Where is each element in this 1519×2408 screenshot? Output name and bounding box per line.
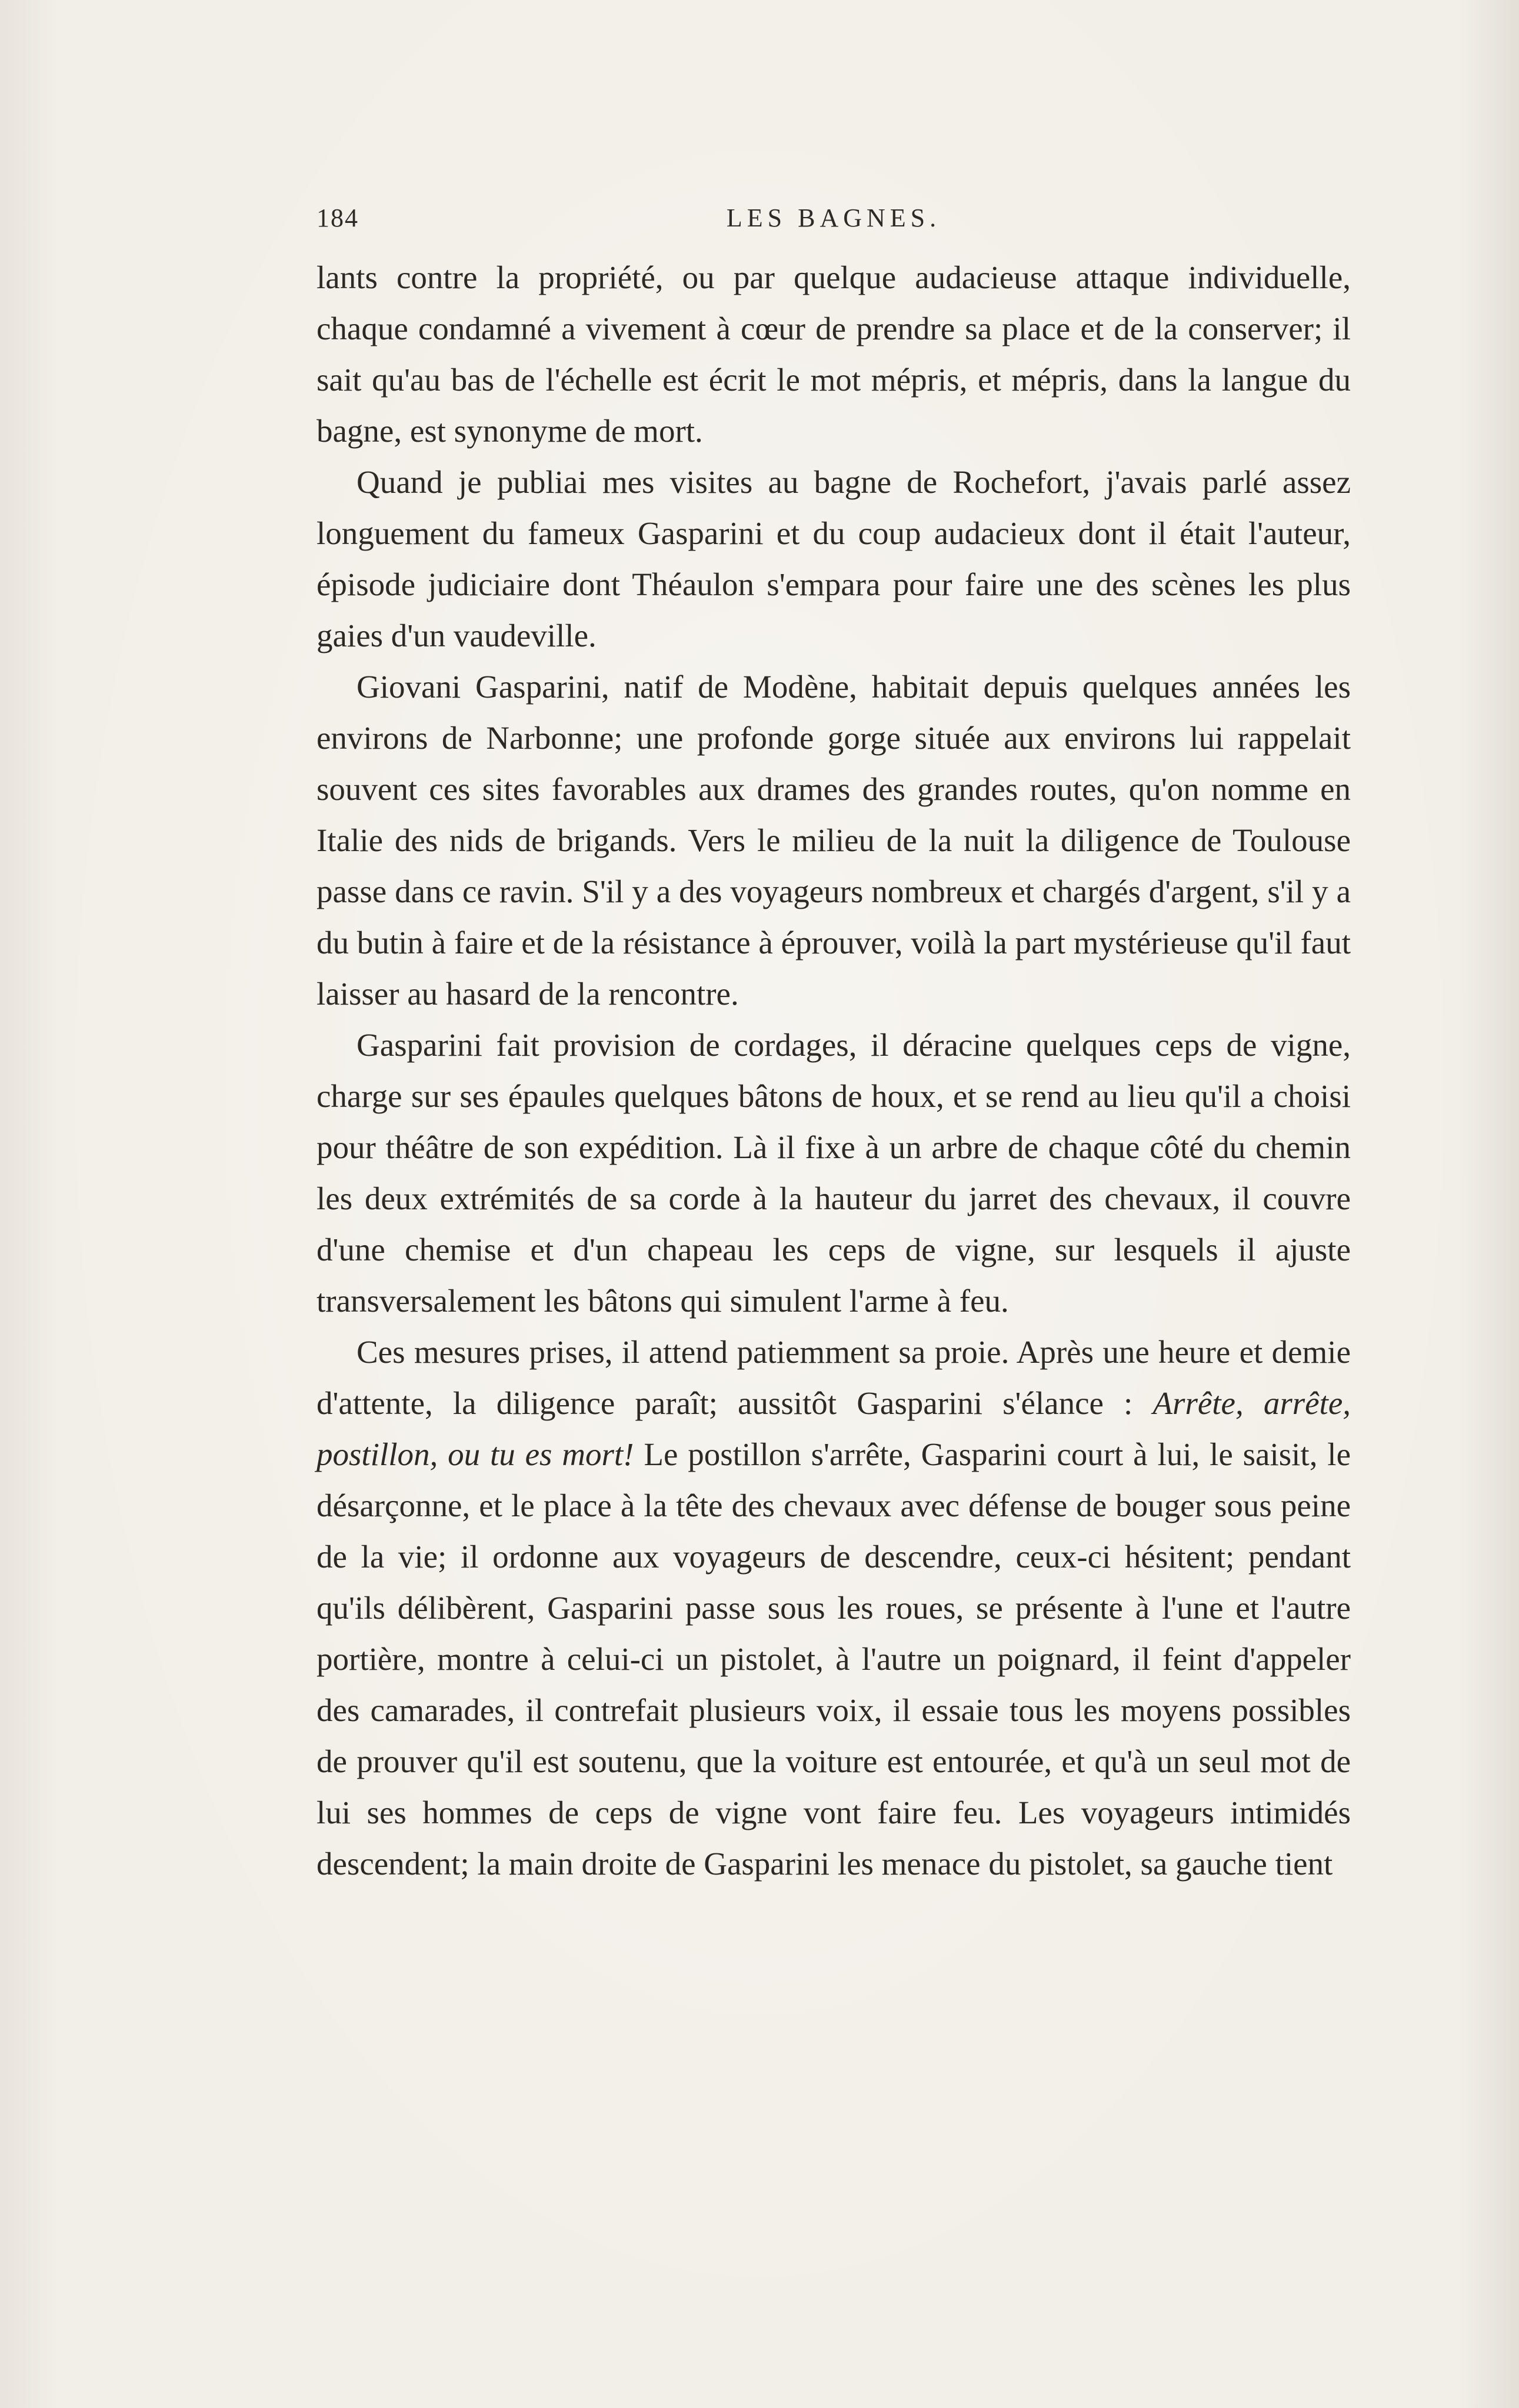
paragraph-5: Ces mesures prises, il attend patiemment sa proie. Après une heure et demie d'attente, la diligence paraît; aussitôt Gasparini s'élance : Arrête, arrête, postillon, ou tu es mort! Le postillon s'arrête, Gasparini court à lui, le saisit, le désarçonne, et le place à la tête des chevaux avec défense de bouger sous peine de la vie; il ordonne aux voyageurs de descendre, ceux-ci hésitent; pendant qu'ils délibèrent, Gasparini passe sous les roues, se présente à l'une et l'autre portière, montre à celui-ci un pistolet, à l'autre un poignard, il feint d'appeler des camarades, il contrefait plusieurs voix, il essaie tous les moyens possibles de prouver qu'il est soutenu, que la voiture est entourée, et qu'à un seul mot de lui ses hommes de ceps de vigne vont faire feu. Les voyageurs intimidés descendent; la main droite de Gasparini les menace du pistolet, sa gauche tient: [317, 1334, 1351, 1882]
paragraph-1: lants contre la propriété, ou par quelque audacieuse attaque individuelle, chaque condamné a vivement à cœur de prendre sa place et de la conserver; il sait qu'au bas de l'échelle est écrit le mot mépris, et mépris, dans la langue du bagne, est synonyme de mort.: [317, 259, 1351, 449]
paragraph-2: Quand je publiai mes visites au bagne de Rochefort, j'avais parlé assez longuement du fameux Gasparini et du coup audacieux dont il était l'auteur, épisode judiciaire dont Théaulon s'empara pour faire une des scènes les plus gaies d'un vaudeville.: [317, 464, 1351, 653]
page-number: 184: [317, 204, 359, 232]
running-title: LES BAGNES.: [726, 204, 941, 232]
paragraph-4: Gasparini fait provision de cordages, il déracine quelques ceps de vigne, charge sur ses épaules quelques bâtons de houx, et se rend au lieu qu'il a choisi pour théâtre de son expédition. Là il fixe à un arbre de chaque côté du chemin les deux extrémités de sa corde à la hauteur du jarret des chevaux, il couvre d'une chemise et d'un chapeau les ceps de vigne, sur lesquels il ajuste transversalement les bâtons qui simulent l'arme à feu.: [317, 1027, 1351, 1319]
paragraph-3: Giovani Gasparini, natif de Modène, habitait depuis quelques années les environs de Narbonne; une profonde gorge située aux environs lui rappelait souvent ces sites favorables aux drames des grandes routes, qu'on nomme en Italie des nids de brigands. Vers le milieu de la nuit la diligence de Toulouse passe dans ce ravin. S'il y a des voyageurs nombreux et chargés d'argent, s'il y a du butin à faire et de la résistance à éprouver, voilà la part mystérieuse qu'il faut laisser au hasard de la rencontre.: [317, 669, 1351, 1012]
page-header: [317, 203, 1351, 238]
body-text: [317, 252, 1351, 1889]
italic-quote: Arrête, arrête, postillon, ou tu es mort!: [317, 1385, 1351, 1472]
